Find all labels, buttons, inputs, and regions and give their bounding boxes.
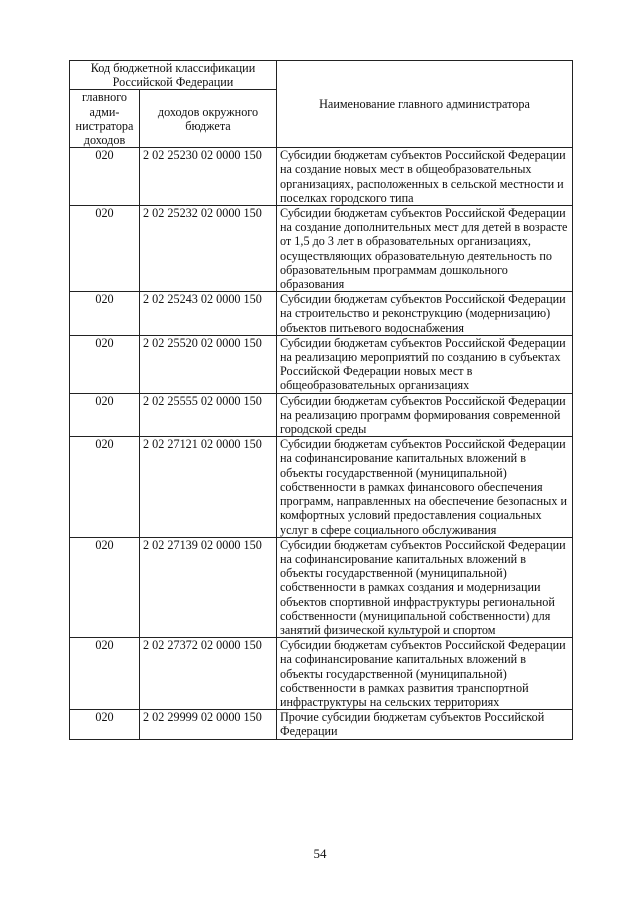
table-row [70,206,573,292]
budget-code-cell: 2 02 27372 02 0000 150 [140,638,277,710]
administrator-name-cell: Субсидии бюджетам субъектов Российской Федерации на софинансирование капитальных вложений в объекты государственной (муниципальной) собственности в рамках финансового обеспечения программ, направленных на обеспечение безопасных и комфортных условий предоставления социальных услуг в сфере социального обслуживания [277,437,573,537]
table-row [70,393,573,437]
table-body [70,148,573,739]
budget-code-cell: 2 02 25555 02 0000 150 [140,393,277,437]
header-classification-group: Код бюджетной классификации Российской Федерации [70,61,277,90]
table-row [70,292,573,336]
budget-code-cell: 2 02 25243 02 0000 150 [140,292,277,336]
budget-code-cell: 2 02 27139 02 0000 150 [140,537,277,637]
header-district-budget-income: доходов окружного бюджета [140,90,277,148]
administrator-code-cell: 020 [70,206,140,292]
administrator-name-cell: Субсидии бюджетам субъектов Российской Федерации на реализацию программ формирования современной городской среды [277,393,573,437]
table-row [70,638,573,710]
administrator-code-cell: 020 [70,537,140,637]
header-administrator-name: Наименование главного администратора [277,61,573,148]
administrator-code-cell: 020 [70,437,140,537]
administrator-name-cell: Субсидии бюджетам субъектов Российской Федерации на создание дополнительных мест для детей в возрасте от 1,5 до 3 лет в образовательных организациях, осуществляющих образовательную деятельность по образовательным программам дошкольного образования [277,206,573,292]
budget-code-cell: 2 02 29999 02 0000 150 [140,710,277,739]
budget-code-cell: 2 02 25232 02 0000 150 [140,206,277,292]
administrator-name-cell: Субсидии бюджетам субъектов Российской Федерации на строительство и реконструкцию (модернизацию) объектов питьевого водоснабжения [277,292,573,336]
administrator-name-cell: Прочие субсидии бюджетам субъектов Российской Федерации [277,710,573,739]
budget-classification-table [69,60,573,740]
budget-code-cell: 2 02 25230 02 0000 150 [140,148,277,206]
table-row [70,148,573,206]
administrator-name-cell: Субсидии бюджетам субъектов Российской Федерации на реализацию мероприятий по созданию в субъектах Российской Федерации новых мест в общеобразовательных организациях [277,335,573,393]
table-row [70,335,573,393]
page-number: 54 [313,846,327,861]
budget-code-cell: 2 02 25520 02 0000 150 [140,335,277,393]
administrator-name-cell: Субсидии бюджетам субъектов Российской Федерации на софинансирование капитальных вложений в объекты государственной (муниципальной) собственности в рамках развития транспортной инфраструктуры на сельских территориях [277,638,573,710]
table-header-row [70,61,573,90]
administrator-code-cell: 020 [70,335,140,393]
header-main-administrator: главного адми-нистратора доходов [70,90,140,148]
budget-code-cell: 2 02 27121 02 0000 150 [140,437,277,537]
administrator-code-cell: 020 [70,292,140,336]
administrator-code-cell: 020 [70,638,140,710]
table-row [70,537,573,637]
administrator-code-cell: 020 [70,393,140,437]
administrator-code-cell: 020 [70,710,140,739]
table-row [70,710,573,739]
table-row [70,437,573,537]
administrator-name-cell: Субсидии бюджетам субъектов Российской Федерации на создание новых мест в общеобразовательных организациях, расположенных в сельской местности и поселках городского типа [277,148,573,206]
administrator-code-cell: 020 [70,148,140,206]
administrator-name-cell: Субсидии бюджетам субъектов Российской Федерации на софинансирование капитальных вложений в объекты государственной (муниципальной) собственности в рамках создания и модернизации объектов спортивной инфраструктуры региональной собственности (муниципальной собственности) для занятий физической культурой и спортом [277,537,573,637]
